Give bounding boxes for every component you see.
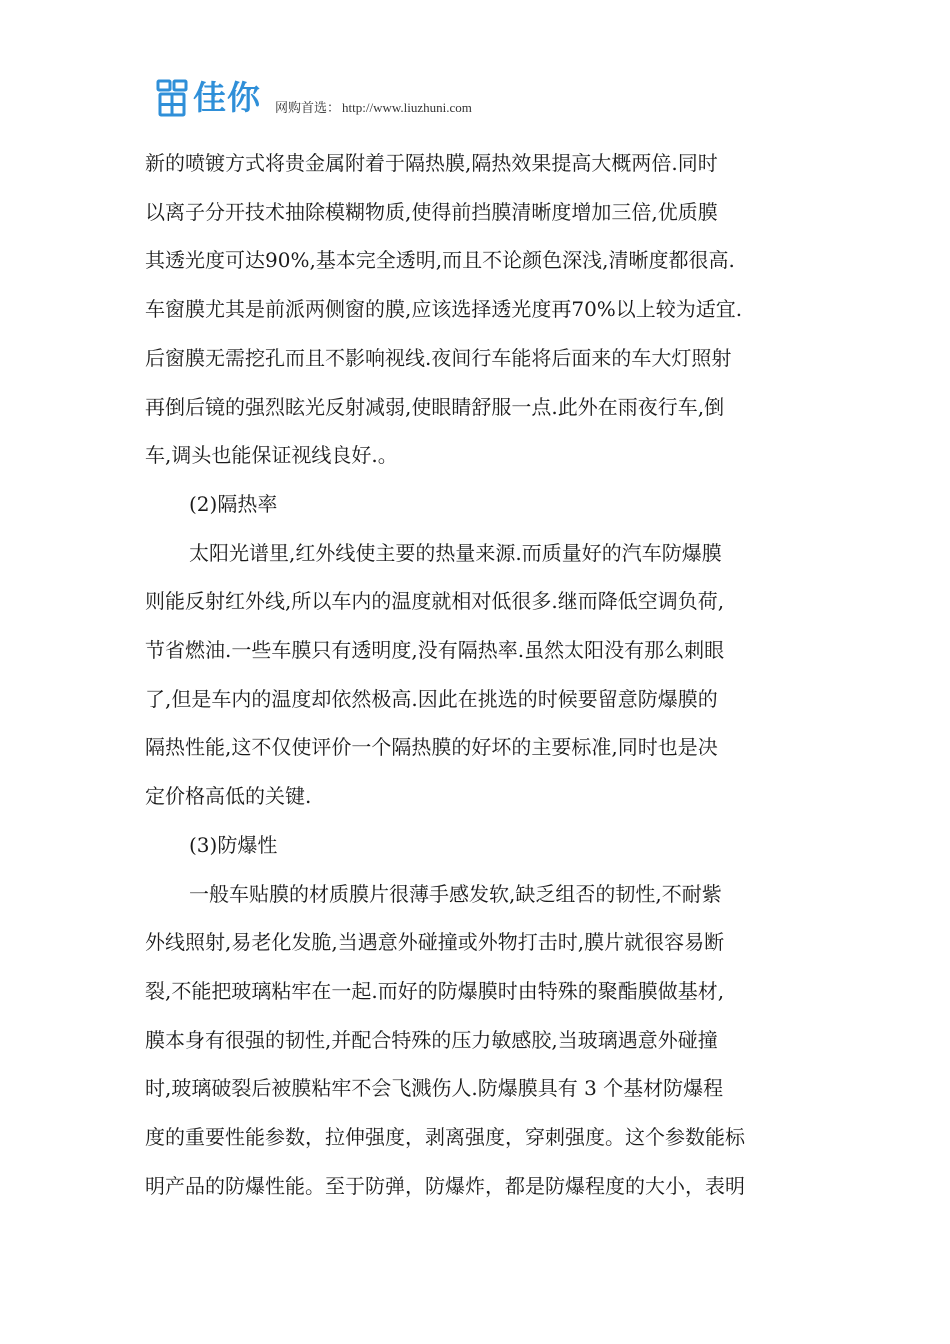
page-header [155, 66, 472, 118]
text-line: 裂,不能把玻璃粘牢在一起.而好的防爆膜时由特殊的聚酯膜做基材, [145, 978, 725, 1003]
text-line: 时,玻璃破裂后被膜粘牢不会飞溅伤人.防爆膜具有 3 个基材防爆程 [145, 1076, 724, 1101]
text-line: 定价格高低的关键. [145, 784, 312, 809]
logo-text: 佳你 [193, 78, 261, 117]
text-line: 度的重要性能参数，拉伸强度，剥离强度，穿刺强度。这个参数能标 [145, 1125, 745, 1150]
text-line: 车,调头也能保证视线良好.。 [145, 443, 398, 468]
site-url-link[interactable]: http://www.liuzhuni.com [342, 100, 472, 115]
section-heading: (2)隔热率 [189, 491, 278, 516]
site-tagline [275, 97, 472, 116]
text-line: 太阳光谱里,红外线使主要的热量来源.而质量好的汽车防爆膜 [189, 540, 722, 565]
text-line: 了,但是车内的温度却依然极高.因此在挑选的时候要留意防爆膜的 [145, 686, 718, 711]
text-line: 再倒后镜的强烈眩光反射减弱,使眼睛舒服一点.此外在雨夜行车,倒 [145, 394, 725, 419]
article-body [145, 139, 805, 1210]
text-line: 其透光度可达90%,基本完全透明,而且不论颜色深浅,清晰度都很高. [145, 248, 735, 273]
text-line: 则能反射红外线,所以车内的温度就相对低很多.继而降低空调负荷, [145, 589, 725, 614]
text-line: 车窗膜尤其是前派两侧窗的膜,应该选择透光度再70%以上较为适宜. [145, 297, 743, 322]
text-line: 新的喷镀方式将贵金属附着于隔热膜,隔热效果提高大概两倍.同时 [145, 151, 718, 175]
text-line: 节省燃油.一些车膜只有透明度,没有隔热率.虽然太阳没有那么刺眼 [145, 638, 725, 663]
logo-grid-icon [155, 78, 189, 118]
site-logo[interactable] [155, 78, 261, 118]
text-line: 膜本身有很强的韧性,并配合特殊的压力敏感胶,当玻璃遇意外碰撞 [145, 1027, 718, 1052]
text-line: 明产品的防爆性能。至于防弹，防爆炸，都是防爆程度的大小，表明 [145, 1173, 745, 1198]
text-line: 以离子分开技术抽除模糊物质,使得前挡膜清晰度增加三倍,优质膜 [145, 199, 718, 224]
section-heading: (3)防爆性 [189, 832, 278, 857]
tagline-label: 网购首选： [275, 100, 341, 115]
text-line: 外线照射,易老化发脆,当遇意外碰撞或外物打击时,膜片就很容易断 [145, 930, 725, 955]
text-line: 一般车贴膜的材质膜片很薄手感发软,缺乏组否的韧性,不耐紫 [189, 881, 722, 906]
text-line: 后窗膜无需挖孔而且不影响视线.夜间行车能将后面来的车大灯照射 [145, 345, 732, 370]
text-line: 隔热性能,这不仅使评价一个隔热膜的好坏的主要标准,同时也是决 [145, 735, 718, 760]
